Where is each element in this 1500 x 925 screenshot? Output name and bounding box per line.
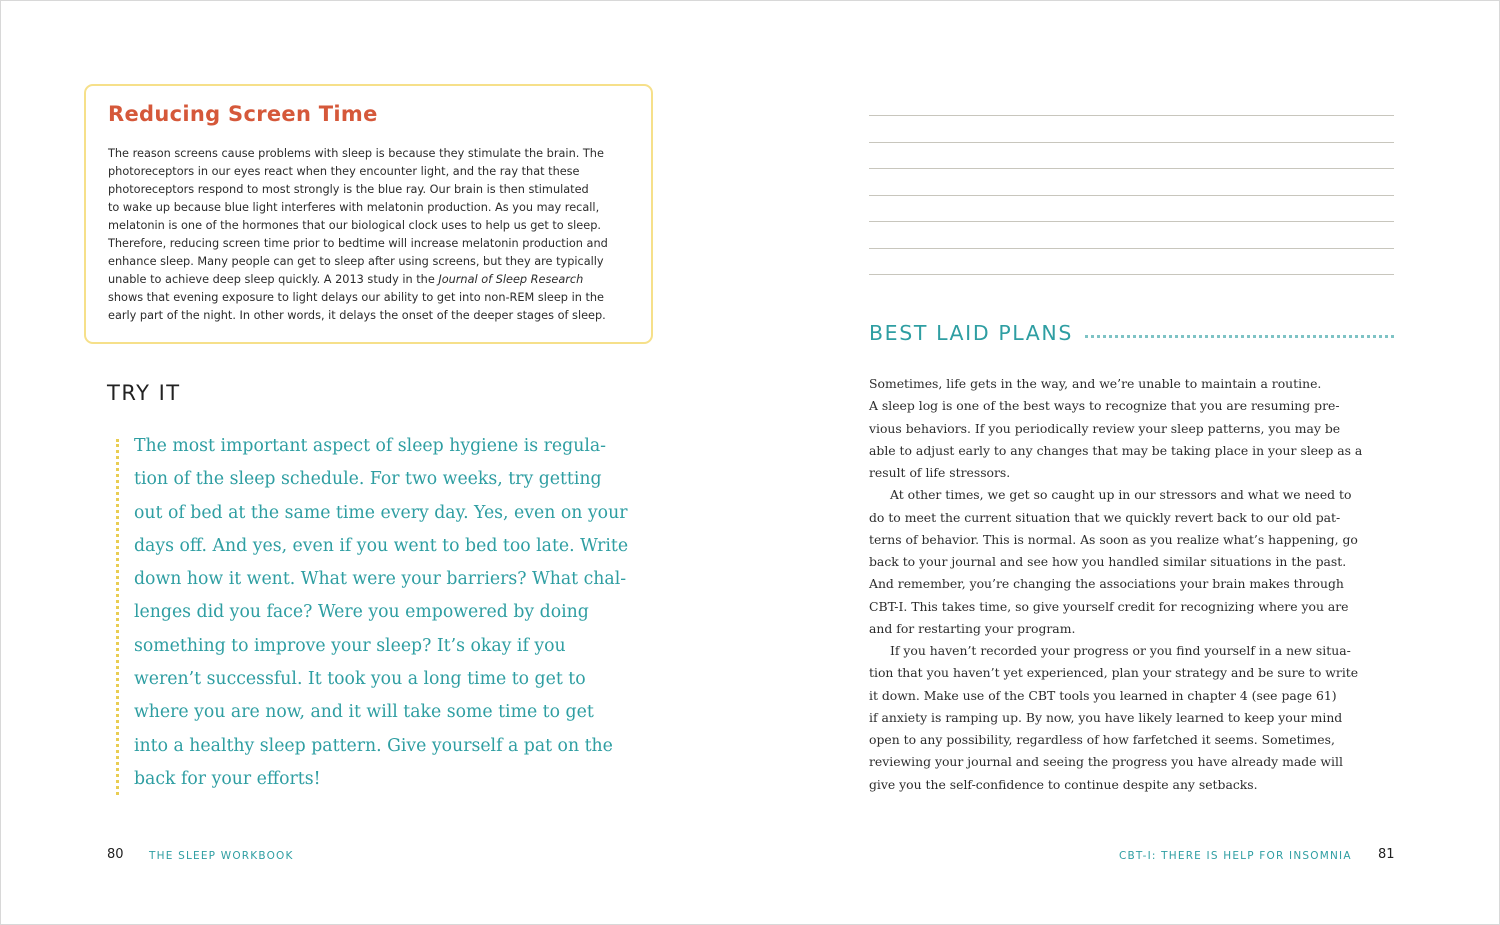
body-line: If you haven’t recorded your progress or you find yourself in a new situa-: [890, 643, 1351, 658]
writing-line: [869, 221, 1394, 222]
sidebar-line: melatonin is one of the hormones that our biological clock uses to help us get to sleep.: [108, 219, 601, 232]
try-it-line: The most important aspect of sleep hygiene is regula-: [134, 436, 607, 456]
running-head-left: THE SLEEP WORKBOOK: [149, 850, 294, 862]
running-head-right: CBT-I: THERE IS HELP FOR INSOMNIA: [1119, 850, 1352, 862]
page-number-right: 81: [1378, 847, 1395, 862]
sidebar-line: photoreceptors respond to most strongly is the blue ray. Our brain is then stimulated: [108, 183, 589, 196]
try-it-line: out of bed at the same time every day. Yes, even on your: [134, 502, 628, 523]
journal-title: Journal of Sleep Research: [438, 273, 584, 286]
body-line: do to meet the current situation that we quickly revert back to our old pat-: [869, 509, 1341, 525]
sidebar-line-text: unable to achieve deep sleep quickly. A 2013 study in the: [108, 273, 439, 286]
body-line: back to your journal and see how you handled similar situations in the past.: [869, 554, 1347, 569]
body-line: if anxiety is ramping up. By now, you have likely learned to keep your mind: [869, 709, 1343, 725]
writing-line: [869, 142, 1394, 143]
sidebar-line: photoreceptors in our eyes react when they encounter light, and the ray that these: [108, 165, 580, 178]
try-it-line: back for your efforts!: [134, 768, 321, 789]
writing-line: [869, 248, 1394, 249]
body-line: give you the self-confidence to continue despite any setbacks.: [869, 776, 1258, 792]
section-heading: BEST LAID PLANS: [869, 321, 1073, 345]
try-it-line: days off. And yes, even if you went to bed too late. Write: [134, 535, 629, 556]
writing-lines: [869, 115, 1394, 301]
sidebar-line: enhance sleep. Many people can get to sleep after using screens, but they are typically: [108, 255, 604, 268]
try-it-line: into a healthy sleep pattern. Give yourself a pat on the: [134, 735, 613, 756]
try-it-line: something to improve your sleep? It’s okay if you: [134, 635, 566, 656]
dotted-vertical-rule: [116, 439, 119, 795]
body-line: A sleep log is one of the best ways to recognize that you are resuming pre-: [869, 398, 1340, 414]
sidebar-body: [108, 145, 636, 325]
sidebar-line: to wake up because blue light interferes with melatonin production. As you may recall,: [108, 201, 600, 214]
body-line: terns of behavior. This is normal. As soon as you realize what’s happening, go: [869, 531, 1358, 547]
sidebar-line: early part of the night. In other words, it delays the onset of the deeper stages of sleep.: [108, 309, 606, 322]
body-line: result of life stressors.: [869, 465, 1011, 480]
try-it-line: down how it went. What were your barriers? What chal-: [134, 569, 627, 590]
try-it-line: tion of the sleep schedule. For two weeks, try getting: [134, 469, 602, 490]
sidebar-title: Reducing Screen Time: [108, 102, 378, 126]
heading-dotted-rule: [1085, 335, 1394, 338]
writing-line: [869, 168, 1394, 169]
body-line: CBT-I. This takes time, so give yourself credit for recognizing where you are: [869, 598, 1349, 614]
try-it-heading: TRY IT: [107, 381, 181, 405]
sidebar-line: shows that evening exposure to light delays our ability to get into non-REM sleep in the: [108, 291, 604, 304]
section-body: [869, 373, 1399, 796]
body-line: And remember, you’re changing the associations your brain makes through: [869, 576, 1344, 592]
sidebar-line: Therefore, reducing screen time prior to bedtime will increase melatonin production and: [108, 237, 608, 250]
page-number-left: 80: [107, 847, 124, 862]
body-line: able to adjust early to any changes that may be taking place in your sleep as a: [869, 442, 1363, 458]
writing-line: [869, 115, 1394, 116]
body-line: and for restarting your program.: [869, 620, 1076, 636]
body-line: At other times, we get so caught up in our stressors and what we need to: [890, 487, 1352, 503]
writing-line: [869, 195, 1394, 196]
try-it-line: where you are now, and it will take some time to get: [134, 702, 594, 723]
body-line: open to any possibility, regardless of how farfetched it seems. Sometimes,: [869, 732, 1335, 747]
sidebar-line: The reason screens cause problems with sleep is because they stimulate the brain. The: [108, 147, 604, 160]
body-line: it down. Make use of the CBT tools you learned in chapter 4 (see page 61): [869, 687, 1337, 703]
body-line: tion that you haven’t yet experienced, plan your strategy and be sure to write: [869, 665, 1359, 681]
section-heading-row: [869, 321, 1394, 351]
try-it-body: [134, 430, 654, 796]
try-it-line: lenges did you face? Were you empowered by doing: [134, 602, 589, 623]
body-line: reviewing your journal and seeing the progress you have already made will: [869, 754, 1343, 770]
sidebar-line-with-citation: [108, 271, 636, 289]
writing-line: [869, 274, 1394, 275]
body-line: Sometimes, life gets in the way, and we’re unable to maintain a routine.: [869, 376, 1322, 391]
body-line: vious behaviors. If you periodically review your sleep patterns, you may be: [869, 420, 1341, 436]
sidebar-box: [84, 84, 653, 344]
try-it-line: weren’t successful. It took you a long time to get to: [134, 669, 586, 690]
